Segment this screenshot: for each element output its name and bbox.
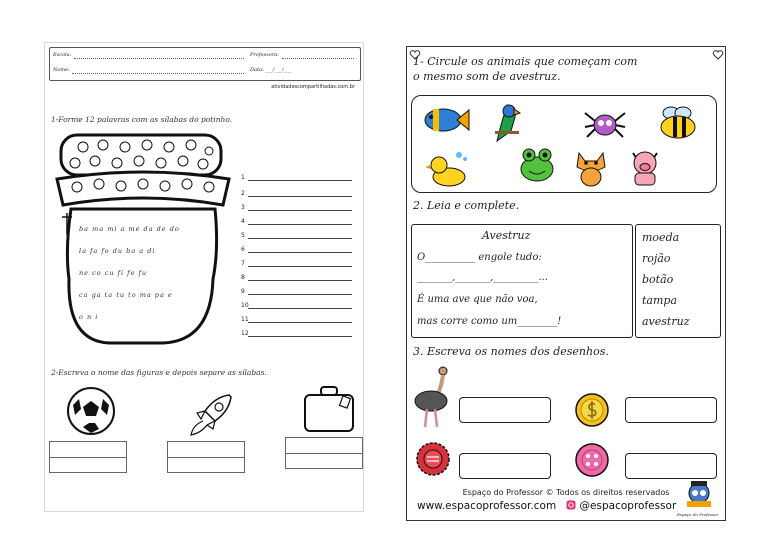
left-worksheet xyxy=(44,42,364,512)
question-1-line2: o mesmo som de avestruz. xyxy=(413,70,561,83)
poem-line[interactable]: O__________ engole tudo: xyxy=(417,252,542,263)
answer-line-10[interactable]: 10 xyxy=(241,302,249,309)
answer-line-7[interactable]: 7 xyxy=(241,260,245,267)
duck-icon[interactable] xyxy=(425,151,469,187)
question-1: 1-Forme 12 palavras com as sílabas do potinho. xyxy=(51,115,233,124)
footer-links xyxy=(417,500,676,512)
question-2: 2-Escreva o nome das figuras e depois separe as sílabas. xyxy=(51,368,267,377)
answer-line-8[interactable]: 8 xyxy=(241,274,245,281)
fish-icon[interactable] xyxy=(421,105,471,135)
coin-icon xyxy=(573,391,611,429)
name-line xyxy=(72,73,244,74)
word-bank-item: tampa xyxy=(642,294,678,307)
bee-icon[interactable] xyxy=(655,105,701,141)
poem-line[interactable]: _______,_______,_________... xyxy=(417,272,548,283)
site-credit: atividadescompartilhadas.com.br xyxy=(271,84,355,90)
frog-icon[interactable] xyxy=(515,145,559,185)
answer-line-1[interactable]: 1 xyxy=(241,174,245,181)
copyright-line: Espaço do Professor © Todos os direitos reservados xyxy=(462,488,670,497)
school-label: Escola: xyxy=(53,52,72,58)
right-worksheet xyxy=(406,46,726,521)
answer-box-ball[interactable] xyxy=(49,441,127,473)
instagram-handle[interactable]: @espacoprofessor xyxy=(579,500,677,512)
instagram-icon xyxy=(566,500,576,510)
date-label: Data: ___/___/___ xyxy=(250,67,292,73)
suitcase-icon xyxy=(301,385,357,435)
jar-syllables-line: o n i xyxy=(79,313,99,321)
rocket-icon xyxy=(185,389,241,439)
answer-box-suitcase[interactable] xyxy=(285,437,363,469)
answer-box-cap[interactable] xyxy=(459,453,551,479)
answer-line-12[interactable]: 12 xyxy=(241,330,249,337)
jar-syllables-line: ba ma mi a me da de do xyxy=(79,225,180,233)
answer-box-ostrich[interactable] xyxy=(459,397,551,423)
word-bank-item: avestruz xyxy=(642,315,690,328)
parrot-icon[interactable] xyxy=(487,101,523,143)
cat-icon[interactable] xyxy=(571,147,611,187)
question-1-line1: 1- Circule os animais que começam com xyxy=(413,55,638,68)
teacher-label: Professora: xyxy=(250,52,279,58)
answer-line-11[interactable]: 11 xyxy=(241,316,249,323)
word-bank xyxy=(635,224,721,338)
poem-line: É uma ave que não voa, xyxy=(417,294,538,305)
word-bank-item: rojão xyxy=(642,252,671,265)
poem-line[interactable]: mas corre como um________! xyxy=(417,316,562,327)
answer-line-2[interactable]: 2 xyxy=(241,190,245,197)
spider-icon[interactable] xyxy=(583,101,627,141)
jar-syllables-line: la fa fo du ba a di xyxy=(79,247,156,255)
question-3: 3. Escreva os nomes dos desenhos. xyxy=(413,345,609,358)
pig-icon[interactable] xyxy=(625,145,665,187)
answer-line-4[interactable]: 4 xyxy=(241,218,245,225)
answer-line-5[interactable]: 5 xyxy=(241,232,245,239)
word-bank-item: moeda xyxy=(642,231,680,244)
school-line xyxy=(74,58,244,59)
question-2: 2. Leia e complete. xyxy=(413,199,520,212)
espaco-professor-logo xyxy=(679,481,719,511)
jar-syllables-line: ne co cu fi fe fu xyxy=(79,269,148,277)
answer-line-3[interactable]: 3 xyxy=(241,204,245,211)
answer-line-9[interactable]: 9 xyxy=(241,288,245,295)
teacher-line xyxy=(282,58,354,59)
poem-title: Avestruz xyxy=(482,229,531,242)
soccer-ball-icon xyxy=(65,385,117,437)
name-label: Nome: xyxy=(53,67,70,73)
heart-icon xyxy=(712,49,724,61)
jar-syllables-line: ca ga ta tu to ma pa e xyxy=(79,291,173,299)
word-bank-item: botão xyxy=(642,273,674,286)
answer-line-6[interactable]: 6 xyxy=(241,246,245,253)
answer-box-button[interactable] xyxy=(625,453,717,479)
logo-caption: Espaço do Professor xyxy=(677,512,719,517)
poem-box xyxy=(411,224,633,338)
answer-box-coin[interactable] xyxy=(625,397,717,423)
footer-site-link[interactable]: www.espacoprofessor.com xyxy=(417,500,557,512)
ostrich-icon xyxy=(413,365,457,429)
student-header xyxy=(49,47,361,81)
answer-box-rocket[interactable] xyxy=(167,441,245,473)
bottle-cap-icon xyxy=(413,439,453,479)
button-icon xyxy=(573,441,611,479)
